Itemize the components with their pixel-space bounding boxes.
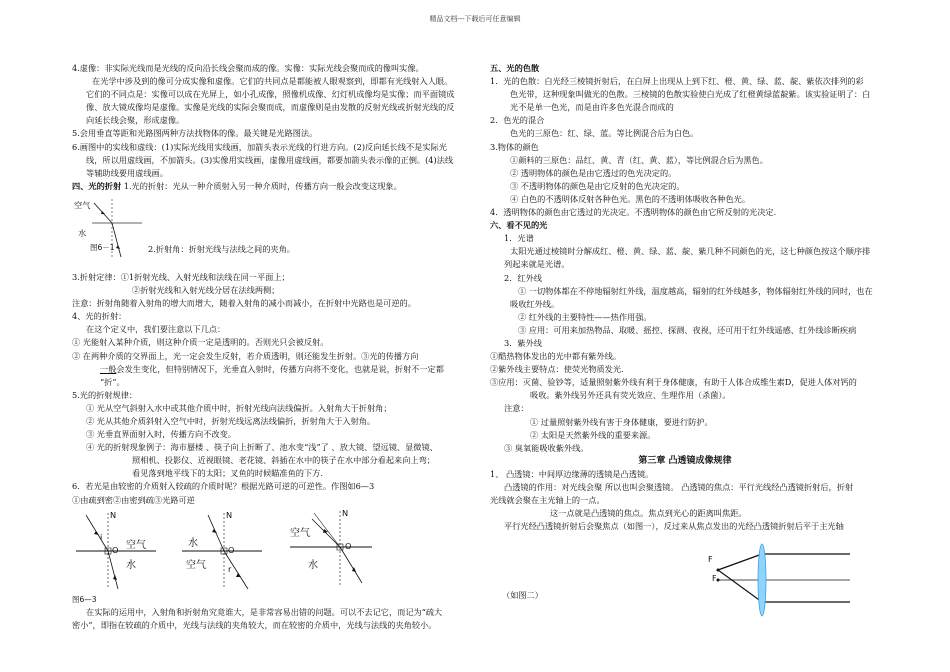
label-r: r bbox=[228, 563, 232, 574]
text-line: 1．光谱 bbox=[504, 233, 534, 244]
text-line: 2．红外线 bbox=[504, 272, 542, 283]
label-air: 空气 bbox=[186, 559, 206, 571]
text-line: 在这个定义中，我们要注意以下几点： bbox=[86, 324, 226, 335]
text-line: ③ 臭氧能吸收紫外线。 bbox=[504, 442, 589, 453]
label-water: 水 bbox=[126, 559, 136, 571]
label-n: N bbox=[342, 507, 349, 518]
text-line: ① 光能射入某种介质，则这种介质一定是透明的。否则光只会被反射。 bbox=[72, 337, 329, 348]
text-line: 等辅助线要用虚线画。 bbox=[86, 167, 168, 178]
text-line: 光线就会聚在主光轴上的一点。 bbox=[490, 495, 605, 506]
text-span: 一般 bbox=[100, 363, 117, 374]
text-line: ①酷热物体发出的光中都有紫外线。 bbox=[490, 351, 622, 362]
figure-6-1 bbox=[72, 193, 472, 271]
text-span: 会发生变化，但特别情况下，光垂直入射时，传播方向将不变化，也就是说，折射不一定都 bbox=[116, 363, 444, 374]
figure-caption: 图6—3 bbox=[72, 594, 97, 604]
convex-lens-diagram bbox=[700, 540, 880, 640]
text-line: “折”。 bbox=[100, 376, 125, 387]
text-line: ① 光从空气斜射入水中或其他介质中时，折射光线向法线偏折。入射角大于折射角； bbox=[86, 402, 392, 413]
label-water: 水 bbox=[308, 559, 318, 571]
label-water: 水 bbox=[78, 227, 87, 238]
text-line: 在光学中涉及到的像可分成实像和虚像。它们的共同点是都能被人眼观察到，即都有光线射入人眼。 bbox=[92, 76, 453, 87]
left-column bbox=[72, 62, 472, 632]
text-line: 色光带，这种现象叫做光的色散。三棱镜的色散实验使白光成了红橙黄绿蓝靛紫。该实验证明了：白 bbox=[510, 89, 871, 100]
text-line: ② 红外线的主要特性——热作用强。 bbox=[518, 311, 652, 322]
text-line: ③ 光垂直界面射入时，传播方向不改变。 bbox=[86, 429, 236, 440]
text-line: 6.画图中的实线和虚线：(1)实际光线用实线画，加箭头表示光线的行进方向。(2)反向延长线不是实际光 bbox=[72, 141, 447, 152]
figure-6-3 bbox=[72, 507, 472, 593]
text-line: 像、放大镜成像均是虚像。实像是光线的实际会聚而成，而虚像则是由发散的反射光线或折射光线的反 bbox=[86, 102, 455, 113]
text-line: ②紫外线主要特点：使荧光物质发光. bbox=[490, 364, 624, 375]
text-line: ② 光从其他介质斜射入空气中时，折射光线远离法线偏折，折射角大于入射角。 bbox=[86, 415, 376, 426]
text-line: 照相机、投影仪、近视眼镜、老花镜、斜插在水中的筷子在水中部分看起来向上弯； bbox=[132, 455, 435, 466]
text-line: 光不是单一色光，而是由许多色光混合而成的 bbox=[510, 102, 674, 113]
label-f: F bbox=[712, 574, 717, 583]
section-heading: 四、光的折射 bbox=[72, 180, 122, 191]
text-line: 凸透镜的作用：对光线会聚 所以也叫会聚透镜。 凸透镜的焦点：平行光线经凸透镜折射后，折射 bbox=[504, 482, 854, 492]
text-line: ②折射光线和入射光线分居在法线两侧； bbox=[132, 285, 280, 296]
text-line: 色光的三原色：红、绿、蓝。等比例混合后为白色。 bbox=[510, 128, 699, 139]
figure-caption: （如图二） bbox=[502, 590, 543, 600]
text-line: 平行光经凸透镜折射后会聚焦点（如图一），反过来从焦点发出的光经凸透镜折射后平于主光轴 bbox=[504, 521, 844, 532]
text-line: 列起来就是光谱。 bbox=[504, 259, 570, 270]
text-line: 4、光的折射： bbox=[72, 311, 127, 322]
text-line: 注意： bbox=[504, 403, 529, 414]
text-line: 看见落到地平线下的太阳；叉鱼的时候瞄准鱼的下方. bbox=[132, 468, 323, 479]
light-ray bbox=[718, 570, 762, 602]
label-air: 空气 bbox=[126, 539, 146, 551]
text-line: ① 一切物体都在不停地辐射红外线，温度越高，辐射的红外线越多，物体辐射红外线的同时，也在 bbox=[518, 285, 873, 296]
text-line: ① 过量照射紫外线有害于身体健康，要进行防护。 bbox=[530, 416, 713, 427]
label-water: 水 bbox=[188, 537, 198, 549]
text-line: 注意：折射角随着入射角的增大而增大，随着入射角的减小而减小，在折射中光路也是可逆的。 bbox=[72, 298, 416, 309]
section-heading: 五、光的色散 bbox=[490, 63, 540, 73]
text-line: ② 透明物体的颜色是由它透过的色光决定的。 bbox=[510, 167, 677, 178]
diagram-reversible bbox=[290, 511, 372, 587]
text-line: 5.光的折射规律： bbox=[72, 389, 138, 400]
text-line: ①由疏到密②由密到疏③光路可逆 bbox=[72, 494, 195, 505]
text-line: 密小”，即指在较疏的介质中，光线与法线的夹角较大，而在较密的介质中，光线与法线的夹角较小。 bbox=[72, 619, 437, 630]
label-n: N bbox=[226, 509, 233, 520]
text-line: 4．透明物体的颜色由它透过的光决定。不透明物体的颜色由它所反射的光决定. bbox=[490, 207, 777, 218]
text-line: 吸收红外线。 bbox=[510, 298, 560, 309]
chapter-title: 第三章 凸透镜成像规律 bbox=[638, 455, 732, 466]
text-line: ①颜料的三原色：品红、黄、青（红、黄、蓝），等比例混合后为黑色。 bbox=[510, 154, 768, 165]
text-line bbox=[72, 363, 472, 376]
text-line: 线，所以用虚线画，不加箭头。(3)实像用实线画，虚像用虚线画，都要加箭头表示像的正倒。(4)法线 bbox=[86, 154, 454, 165]
text-line: 1、 凸透镜：中间厚边缘薄的透镜是凸透镜。 bbox=[490, 468, 654, 479]
text-line: 1．光的色散：白光经三棱镜折射后，在白屏上出现从上到下红、橙、黄、绿、蓝、靛、紫依次排列的彩 bbox=[490, 76, 864, 87]
diagram-dense-to-sparse bbox=[182, 513, 262, 589]
text-line: 在实际的运用中，入射角和折射角究竟谁大，是非常容易出错的问题。可以不去记它，而记为“疏大 bbox=[86, 606, 443, 617]
label-air: 空气 bbox=[74, 199, 91, 210]
text-line: 向延长线会聚，形成虚像。 bbox=[86, 115, 185, 126]
label-n: N bbox=[110, 509, 117, 520]
text-line: ③应用：灭菌、验钞等，适量照射紫外线有利于身体健康，有助于人体合成维生素D，促进人体对钙的 bbox=[490, 377, 857, 388]
convex-lens bbox=[758, 544, 766, 616]
label-i: i bbox=[100, 531, 103, 542]
text-line: 3.折射定律：①1折射光线、入射光线和法线在同一平面上； bbox=[72, 271, 290, 282]
text-line: 它们的不同点是：实像可以成在光屏上，如小孔成像，照像机成像、幻灯机成像均是实像；而平面镜成 bbox=[86, 89, 455, 100]
right-column bbox=[490, 62, 880, 533]
text-line: ② 太阳是天然紫外线的重要来源。 bbox=[530, 429, 656, 440]
text-line: 吸收。紫外线另外还具有荧光效应、生理作用（杀菌）。 bbox=[530, 390, 731, 401]
text-line bbox=[72, 180, 472, 193]
text-line: 4.虚像：非实际光线而是光线的反向沿长线会聚而成的像。实像：实际光线会聚而成的像叫实像。 bbox=[72, 63, 424, 73]
text-line: ④ 白色的不透明体反射各种色光。黑色的不透明体吸收各种色光。 bbox=[510, 193, 751, 204]
text-line: ③ 不透明物体的颜色是由它反射的色光决定的。 bbox=[510, 180, 685, 191]
text-line: ③ 应用：可用来加热物品、取暖、摇控、探测、夜视，还可用于红外线遥感、红外线诊断疾病 bbox=[518, 324, 857, 335]
text-line: 太阳光通过棱镜时分解成红、橙、黄、绿、蓝、靛、紫几种不同颜色的光，这七种颜色按这个顺序排 bbox=[510, 246, 871, 257]
text-line: 3．紫外线 bbox=[504, 337, 542, 348]
label-o: O bbox=[345, 540, 352, 551]
text-line: 5.会用垂直等距和光路图两种方法找物体的像。最关键是光路图法。 bbox=[72, 128, 318, 139]
text-span: 1.光的折射：光从一种介质射入另一种介质时，传播方向一般会改变这现象。 bbox=[123, 180, 402, 191]
text-line: ② 在两种介质的交界面上，光一定会发生反射，若介质透明，则还能发生折射。③光的传播方向 bbox=[72, 350, 419, 361]
focal-point bbox=[717, 569, 720, 572]
text-line: 3.物体的颜色 bbox=[490, 141, 539, 152]
figure-caption: 图6－1 bbox=[90, 242, 115, 252]
label-f: F bbox=[708, 555, 713, 564]
text-line: 2.折射角：折射光线与法线之间的夹角。 bbox=[148, 243, 295, 254]
label-o: O bbox=[112, 544, 119, 555]
text-line: 这一点就是凸透镜的焦点。焦点到光心的距离叫焦距。 bbox=[550, 508, 747, 519]
text-line: ④ 光的折射现象例子：海市蜃楼 、筷子向上折断了、池水变“浅”了 、放大镜、望远镜、显微镜、 bbox=[86, 442, 438, 453]
label-air: 空气 bbox=[290, 527, 310, 539]
section-heading: 六、看不见的光 bbox=[490, 220, 548, 231]
arrow-head bbox=[116, 245, 120, 249]
label-o: O bbox=[228, 544, 235, 555]
text-line: 6．若光是由较密的介质射入较疏的介质时呢？根据光路可逆的可逆性。作图如6—3 bbox=[72, 481, 375, 492]
text-line: 2．色光的混合 bbox=[490, 115, 545, 126]
light-ray bbox=[718, 554, 762, 570]
page-header: 精品文档---下载后可任意编辑 bbox=[429, 15, 521, 23]
